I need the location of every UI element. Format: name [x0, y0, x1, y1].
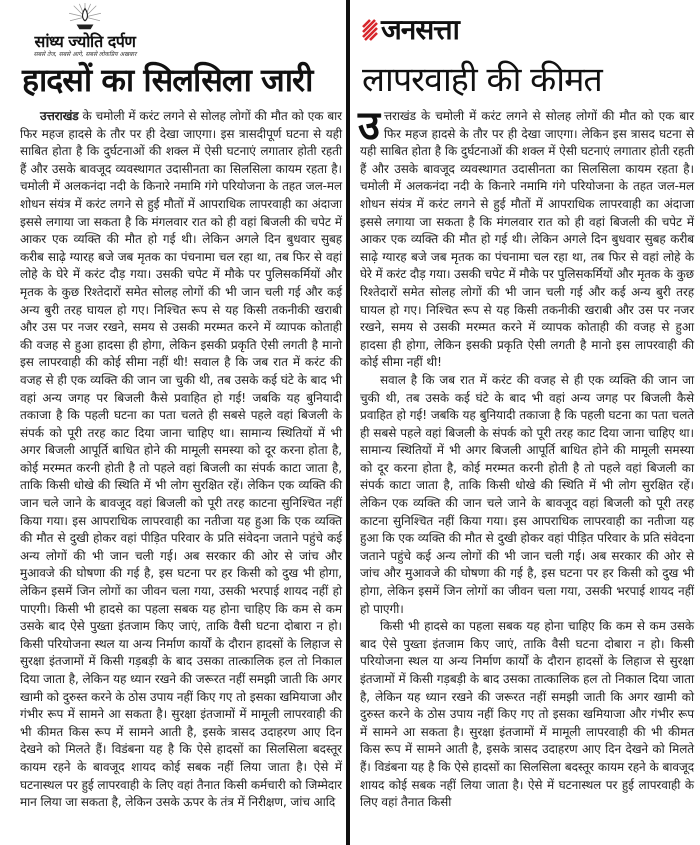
lead-word: उत्तराखंड: [40, 109, 79, 123]
masthead-name: जनसत्ता: [381, 13, 459, 46]
masthead-sandhya-jyoti-darpan: [10, 2, 160, 59]
jansatta-stripes-logo-icon: [362, 19, 378, 41]
masthead-tagline: सबसे तेज, सबसे आगे, सबसे लोकप्रिय अखबार: [33, 51, 137, 58]
headline: लापरवाही की कीमत: [362, 60, 602, 100]
article-paragraph: [20, 108, 342, 812]
lamp-flame-logo-icon: [65, 2, 105, 32]
article-body: [358, 103, 694, 812]
article-paragraph: सवाल है कि जब रात में करंट की वजह से ही एक व्यक्ति की जान जा चुकी थी, तब उसके कई घंटे के बाद भी वहां अन्य जगह पर बिजली कैसे प्रवाहित हो गई! जबकि यह बुनियादी तकाजा है कि पहली घटना का पता चलते ही सबसे पहले वहां बिजली के संपर्क को पूरी तरह काट दिया जाना चाहिए था। सामान्य स्थितियों में भी अगर बिजली आपूर्ति बाधित होने की मामूली समस्या को दूर करना होता है, कोई मरम्मत करनी होती है तो पहले वहां बिजली का संपर्क काटा जाता है, ताकि किसी धोखे की स्थिति में भी लोग सुरक्षित रहें। लेकिन एक व्यक्ति की जान चले जाने के बावजूद वहां बिजली को पूरी तरह काटना सुनिश्चित नहीं किया गया। इस आपराधिक लापरवाही का नतीजा यह हुआ कि एक व्यक्ति की मौत से दुखी होकर वहां पीड़ित परिवार के प्रति संवेदना जताने पहुंचे कई अन्य लोगों की भी जान चली गई। अब सरकार की ओर से जांच और मुआवजे की घोषणा की गई है, इस घटना पर हर किसी को दुख भी होगा, लेकिन इसमें जिन लोगों का जीवन चला गया, उसकी भरपाई शायद नहीं हो पाएगी।: [360, 372, 694, 616]
column-divider: [346, 0, 350, 845]
headline: हादसों का सिलसिला जारी: [22, 61, 313, 99]
article-body: [20, 108, 342, 812]
drop-cap: उ: [358, 103, 380, 149]
paragraph-text: के चमोली में करंट लगने से सोलह लोगों की मौत को एक बार फिर महज हादसे के तौर पर ही देखा जाएगा। इस त्रासदीपूर्ण घटना से यही साबित होता है कि दुर्घटनाओं की शक्ल में ऐसी घटनाएं लगातार होती रहती हैं और उसके बावजूद व्यवस्थागत उदासीनता का सिलसिला कायम रहता है। चमोली में अलकनंदा नदी के किनारे नमामि गंगे परियोजना के तहत जल-मल शोधन संयंत्र में करंट लगने से हुई मौतों में आपराधिक लापरवाही का अंदाजा इससे लगाया जा सकता है कि मंगलवार रात को ही वहां बिजली की चपेट में आकर एक व्यक्ति की मौत हो गई थी। लेकिन अगले दिन बुधवार सुबह करीब साढ़े ग्यारह बजे जब मृतक का पंचनामा चल रहा था, तब फिर से वहां लोहे के घेरे में करंट दौड़ गया। उसकी चपेट में मौके पर पुलिसकर्मियों और मृतक के कुछ रिश्तेदारों समेत सोलह लोगों की भी जान चली गई और कई अन्य बुरी तरह घायल हो गए। निश्चित रूप से यह किसी तकनीकी खराबी और उस पर नजर रखने, समय से उसकी मरम्मत करने में व्यापक कोताही की वजह से हुआ हादसा ही होगा, लेकिन इसकी प्रकृति ऐसी लगती है मानो इस लापरवाही की कोई सीमा नहीं थी! सवाल है कि जब रात में करंट की वजह से ही एक व्यक्ति की जान जा चुकी थी, तब उसके कई घंटे के बाद भी वहां अन्य जगह पर बिजली कैसे प्रवाहित हो गई! जबकि यह बुनियादी तकाजा है कि पहली घटना का पता चलते ही सबसे पहले वहां बिजली के संपर्क को पूरी तरह काट दिया जाना चाहिए था। सामान्य स्थितियों में भी अगर बिजली आपूर्ति बाधित होने की मामूली समस्या को दूर करना होता है, कोई मरम्मत करनी होती है तो पहले वहां बिजली का संपर्क काटा जाता है, ताकि किसी धोखे की स्थिति में भी लोग सुरक्षित रहें। लेकिन एक व्यक्ति की जान चले जाने के बावजूद वहां बिजली को पूरी तरह काटना सुनिश्चित नहीं किया गया। इस आपराधिक लापरवाही का नतीजा यह हुआ कि एक व्यक्ति की मौत से दुखी होकर वहां पीड़ित परिवार के प्रति संवेदना जताने पहुंचे कई अन्य लोगों की भी जान चली गई। अब सरकार की ओर से जांच और मुआवजे की घोषणा की गई है, इस घटना पर हर किसी को दुख भी होगा, लेकिन इसमें जिन लोगों का जीवन चला गया, उसकी भरपाई शायद नहीं हो पाएगी। किसी भी हादसे का पहला सबक यह होना चाहिए कि कम से कम उसके बाद ऐसे पुख्ता इंतजाम किए जाएं, ताकि वैसी घटना दोबारा न हो। किसी परियोजना स्थल या अन्य निर्माण कार्यों के दौरान हादसों के लिहाज से सुरक्षा इंतजामों में किसी गड़बड़ी के बाद उसका तात्कालिक हल तो निकाल दिया जाता है, लेकिन यह ध्यान रखने की जरूरत नहीं समझी जाती कि अगर खामी को दुरुस्त करने के ठोस उपाय नहीं किए गए तो इसका खमियाजा और गंभीर रूप में सामने आ सकता है। सुरक्षा इंतजामों में मामूली लापरवाही की भी कीमत किस रूप में सामने आती है, इसके त्रासद उदाहरण आए दिन देखने को मिलते हैं। विडंबना यह है कि ऐसे हादसों का सिलसिला बदस्तूर कायम रहने के बावजूद शायद कोई सबक नहीं लिया जाता है। ऐसे में घटनास्थल पर हुई लापरवाही के लिए वहां तैनात किसी कर्मचारी को जिम्मेदार मान लिया जा सकता है, लेकिन उसके ऊपर के तंत्र में निरीक्षण, जांच आदि: [20, 109, 342, 810]
masthead-jansatta: [362, 14, 459, 46]
article-paragraph: किसी भी हादसे का पहला सबक यह होना चाहिए कि कम से कम उसके बाद ऐसे पुख्ता इंतजाम किए जाएं, ताकि वैसी घटना दोबारा न हो। किसी परियोजना स्थल या अन्य निर्माण कार्यों के दौरान हादसों के लिहाज से सुरक्षा इंतजामों में किसी गड़बड़ी के बाद उसका तात्कालिक हल तो निकाल दिया जाता है, लेकिन यह ध्यान रखने की जरूरत नहीं समझी जाती कि अगर खामी को दुरुस्त करने के ठोस उपाय नहीं किए गए तो इसका खमियाजा और गंभीर रूप में सामने आ सकता है। सुरक्षा इंतजामों में मामूली लापरवाही की भी कीमत किस रूप में सामने आती है, इसके त्रासद उदाहरण आए दिन देखने को मिलते हैं। विडंबना यह है कि ऐसे हादसों का सिलसिला बदस्तूर कायम रहने के बावजूद शायद कोई सबक नहीं लिया जाता है। ऐसे में घटनास्थल पर हुई लापरवाही के लिए वहां तैनात किसी: [360, 619, 694, 810]
paragraph-text: त्तराखंड के चमोली में करंट लगने से सोलह लोगों की मौत को एक बार फिर महज हादसे के तौर पर ही देखा जाएगा। लेकिन इस त्रासद घटना से यही साबित होता है कि दुर्घटनाओं की शक्ल में ऐसी घटनाएं लगातार होती रहती हैं और उसके बावजूद व्यवस्थागत उदासीनता का सिलसिला कायम रहता है। चमोली में अलकनंदा नदी के किनारे नमामि गंगे परियोजना के तहत जल-मल शोधन संयंत्र में करंट लगने से हुई मौतों में आपराधिक लापरवाही का अंदाजा इससे लगाया जा सकता है कि मंगलवार रात को ही वहां बिजली की चपेट में आकर एक व्यक्ति की मौत हो गई थी। लेकिन अगले दिन बुधवार सुबह करीब साढ़े ग्यारह बजे जब मृतक का पंचनामा चल रहा था, तब फिर से वहां लोहे के घेरे में करंट दौड़ गया। उसकी चपेट में मौके पर पुलिसकर्मियों और मृतक के कुछ रिश्तेदारों समेत सोलह लोगों की भी जान चली गई और कई अन्य बुरी तरह घायल हो गए। निश्चित रूप से यह किसी तकनीकी खराबी और उस पर नजर रखने, समय से उसकी मरम्मत करने में व्यापक कोताही की वजह से हुआ हादसा ही होगा, लेकिन इसकी प्रकृति ऐसी लगती है मानो इस लापरवाही की कोई सीमा नहीं थी!: [360, 109, 694, 370]
masthead-name: सांध्य ज्योति दर्पण: [34, 32, 136, 51]
article-paragraph: [358, 103, 694, 372]
